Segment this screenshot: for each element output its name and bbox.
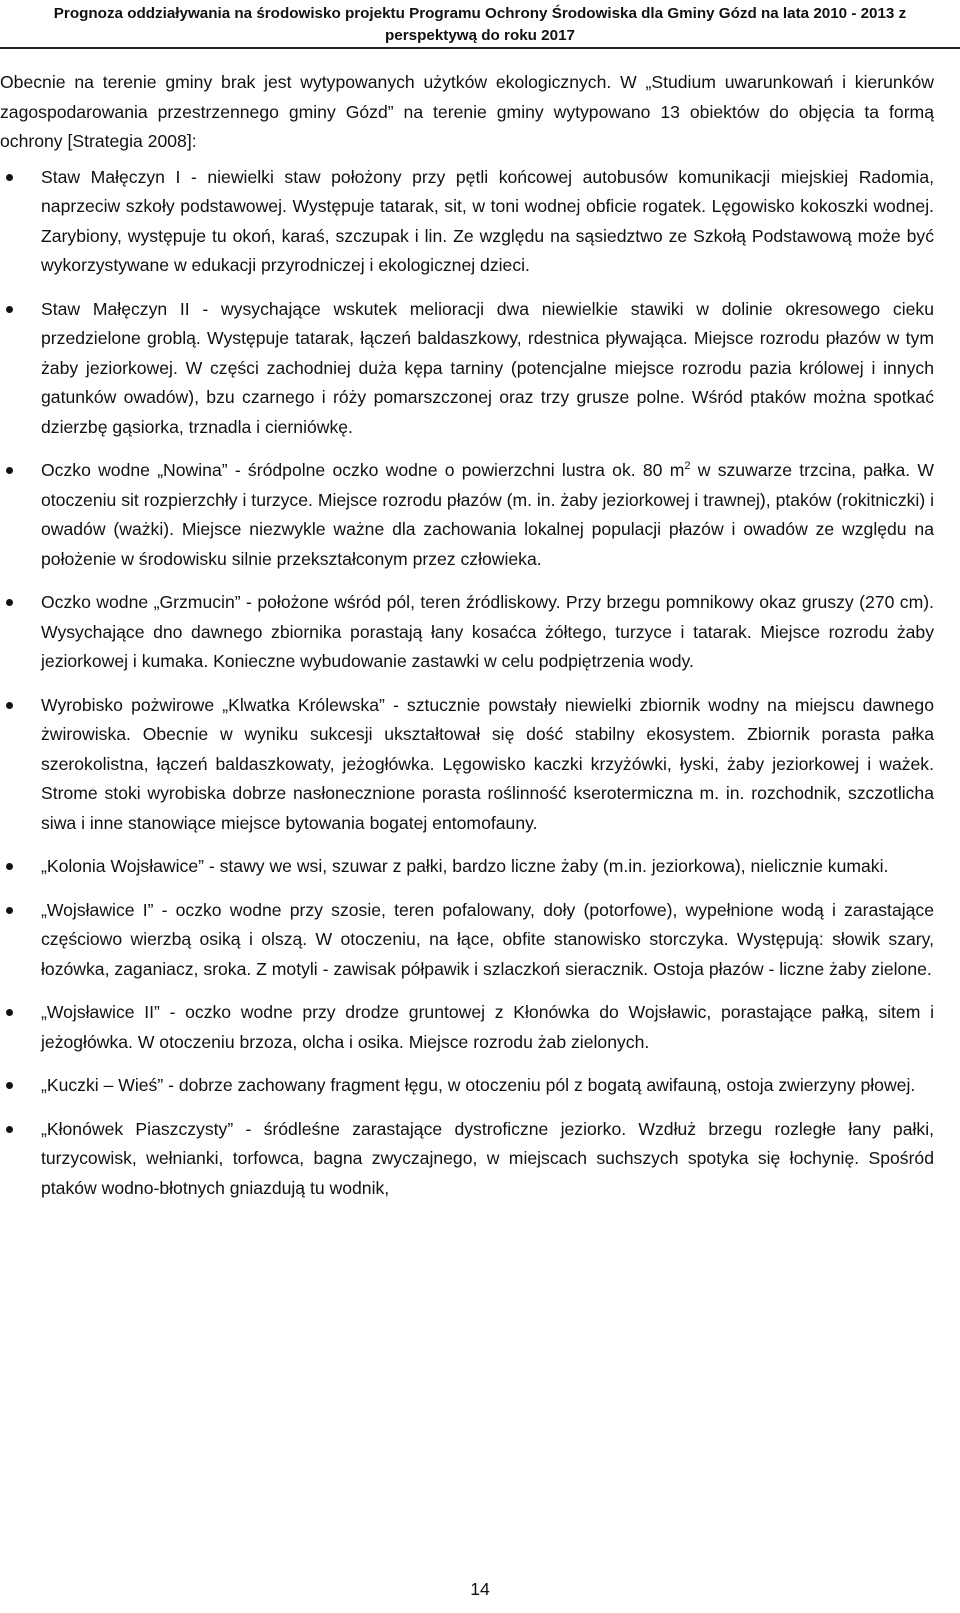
bullet-icon xyxy=(6,863,13,870)
list-item-text: „Kuczki – Wieś” - dobrze zachowany fragment łęgu, w otoczeniu pól z bogatą awifauną, ostoja zwierzyny płowej. xyxy=(41,1075,916,1095)
list-item-text: Staw Małęczyn I - niewielki staw położony przy pętli końcowej autobusów komunikacji miejskiej Radomia, naprzeciw szkoły podstawowej. Występuje tatarak, sit, w toni wodnej obficie rogatek. Lęgowisko kokoszki wodnej. Zarybiony, występuje tu okoń, karaś, szczupak i lin. Ze względu na sąsiedztwo ze Szkołą Podstawową może być wykorzystywane w edukacji przyrodniczej i ekologicznej dzieci. xyxy=(41,166,934,275)
document-body xyxy=(0,68,934,1217)
bullet-icon xyxy=(6,1082,13,1089)
bullet-icon xyxy=(6,174,13,181)
list-item-text: „Wojsławice I” - oczko wodne przy szosie, teren pofalowany, doły (potorfowe), wypełnione wodą i zarastające częściowo wierzbą osiką i olszą. W otoczeniu, na łące, obfite stanowisko storczyka. Występują: słowik szary, łozówka, zaganiacz, sroka. Z motyli - zawisak półpawik i szlaczkoń sieracznik. Ostoja płazów - liczne żaby zielone. xyxy=(41,899,934,979)
header-divider xyxy=(0,47,960,49)
intro-paragraph: Obecnie na terenie gminy brak jest wytypowanych użytków ekologicznych. W „Studium uwarunkowań i kierunków zagospodarowania przestrzennego gminy Gózd” na terenie gminy wytypowano 13 obiektów do objęcia ta formą ochrony [Strategia 2008]: xyxy=(0,72,934,151)
list-item xyxy=(0,691,934,839)
list-item-text-part-a: Oczko wodne „Nowina” - śródpolne oczko wodne o powierzchni lustra ok. 80 m xyxy=(41,460,685,480)
list-item xyxy=(0,998,934,1057)
bullet-icon xyxy=(6,1126,13,1133)
page-number: 14 xyxy=(470,1579,490,1599)
list-item-text: Staw Małęczyn II - wysychające wskutek melioracji dwa niewielkie stawiki w dolinie okresowego cieku przedzielone groblą. Występuje tatarak, łączeń baldaszkowy, rdestnica pływająca. Miejsce rozrodu płazów w tym żaby jeziorkowej. W części zachodniej duża kępa tarniny (potencjalne miejsce rozrodu pazia królowej i innych gatunków owadów), bzu czarnego i róży pomarszczonej oraz trzy grusze polne. Wśród ptaków można spotkać dzierzbę gąsiorka, trznadla i cierniówkę. xyxy=(41,298,934,437)
list-item xyxy=(0,163,934,281)
bullet-icon xyxy=(6,1009,13,1016)
bullet-icon xyxy=(6,907,13,914)
list-item xyxy=(0,896,934,985)
bullet-icon xyxy=(6,467,13,474)
header-line-2: perspektywą do roku 2017 xyxy=(385,27,575,44)
superscript: 2 xyxy=(684,460,691,472)
list-item xyxy=(0,852,934,882)
list-item-text: Wyrobisko pożwirowe „Klwatka Królewska” - sztucznie powstały niewielki zbiornik wodny na miejscu dawnego żwirowiska. Obecnie w wyniku sukcesji ukształtował się dość stabilny ekosystem. Zbiornik porasta pałka szerokolistna, łączeń baldaszkowaty, jeżogłówka. Lęgowisko kaczki krzyżówki, łyski, żaby jeziorkowej i ważek. Strome stoki wyrobiska dobrze nasłonecznione porasta roślinność kserotermiczna m. in. rozchodnik, szczotlicha siwa i inne stanowiące miejsce bytowania bogatej entomofauny. xyxy=(41,694,934,833)
header-line-1: Prognoza oddziaływania na środowisko projektu Programu Ochrony Środowiska dla Gminy Gózd na lata 2010 - 2013 z xyxy=(53,5,907,22)
list-item-text xyxy=(41,456,934,574)
list-item xyxy=(0,588,934,677)
page-header xyxy=(0,3,960,47)
list-item xyxy=(0,456,934,574)
bullet-icon xyxy=(6,702,13,709)
list-item xyxy=(0,1115,934,1204)
list-item xyxy=(0,1071,934,1101)
list-item-text-part-b: w szuwarze trzcina, pałka. W otoczeniu sit rozpierzchły i turzyce. Miejsce rozrodu płazów (m. in. żaby jeziorkowej i trawnej), ptaków (rokitniczki) i owadów (ważki). Miejsce niezwykle ważne dla zachowania lokalnej populacji płazów i owadów ze względu na położenie w środowisku silnie przekształconym przez człowieka. xyxy=(41,460,934,569)
list-item-text: „Kłonówek Piaszczysty” - śródleśne zarastające dystroficzne jeziorko. Wzdłuż brzegu rozległe łany pałki, turzycowisk, wełnianki, torfowca, bagna zwyczajnego, w miejscach suchszych spotyka się łochynię. Spośród ptaków wodno-błotnych gniazdują tu wodnik, xyxy=(41,1118,934,1198)
list-item-text: „Wojsławice II” - oczko wodne przy drodze gruntowej z Kłonówka do Wojsławic, porastające pałką, sitem i jeżogłówka. W otoczeniu brzoza, olcha i osika. Miejsce rozrodu żab zielonych. xyxy=(41,1002,934,1052)
list-item-text: Oczko wodne „Grzmucin” - położone wśród pól, teren źródliskowy. Przy brzegu pomnikowy okaz gruszy (270 cm). Wysychające dno dawnego zbiornika porastają łany kosaćca żółtego, turzyce i tatarak. Miejsce rozrodu żaby jeziorkowej i kumaka. Konieczne wybudowanie zastawki w celu podpiętrzenia wody. xyxy=(41,592,934,671)
bullet-icon xyxy=(6,599,13,606)
bullet-icon xyxy=(6,306,13,313)
list-item-text: „Kolonia Wojsławice” - stawy we wsi, szuwar z pałki, bardzo liczne żaby (m.in. jeziorkowa), nielicznie kumaki. xyxy=(41,856,889,876)
list-item xyxy=(0,295,934,443)
